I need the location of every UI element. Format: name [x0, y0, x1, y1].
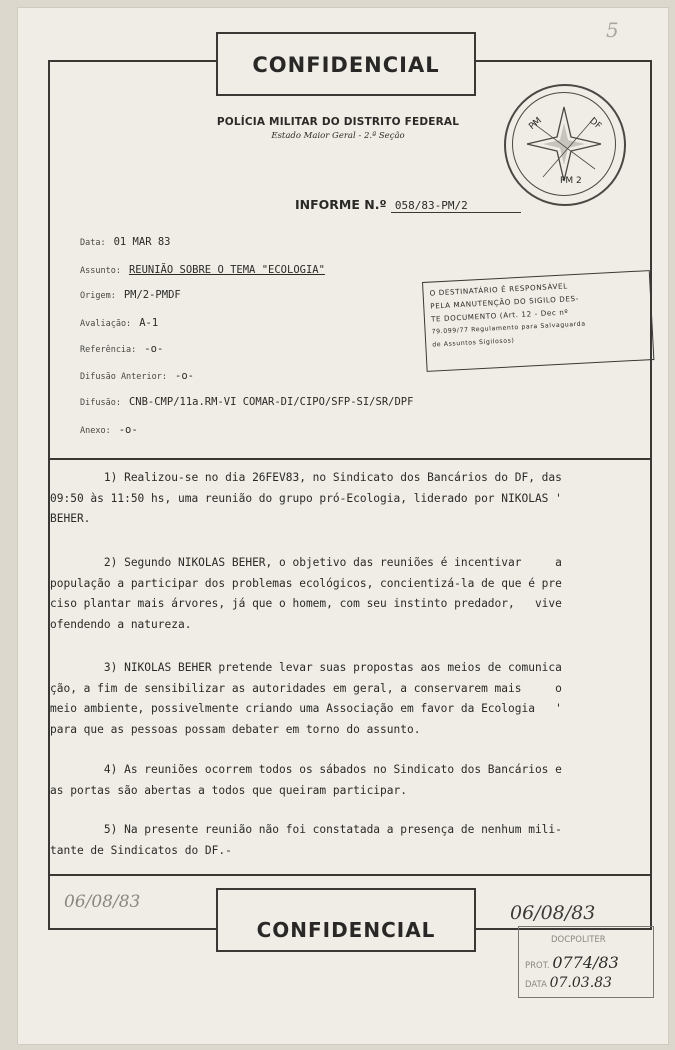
field-data — [80, 236, 171, 248]
organization-name: POLÍCIA MILITAR DO DISTRITO FEDERAL — [216, 116, 460, 128]
department-name: Estado Maior Geral - 2.ª Seção — [271, 131, 405, 141]
header-divider — [50, 458, 650, 460]
informe-label: INFORME N.º — [295, 197, 387, 212]
seal-left-text: PM — [527, 115, 544, 133]
paragraph-1: 1) Realizou-se no dia 26FEV83, no Sindicato dos Bancários do DF, das 09:50 às 11:50 hs, uma reunião do grupo pró-Ecologia, liderado por NIKOLAS ' BEHER. — [50, 471, 562, 525]
field-anexo — [80, 424, 138, 436]
protocol-data — [525, 975, 612, 991]
seal-code: PM 2 — [560, 176, 582, 186]
field-difusao-anterior-value: -o- — [175, 370, 194, 382]
secrecy-notice-stamp — [422, 270, 654, 372]
field-assunto — [80, 264, 325, 276]
secrecy-line: de Assuntos Sigilosos) — [432, 337, 515, 349]
field-difusao-anterior — [80, 370, 194, 382]
paragraph-2: 2) Segundo NIKOLAS BEHER, o objetivo das reuniões é incentivar a população a participar dos problemas ecológicos, concientizá-la de que é pre ciso plantar mais árvores, já que o homem, com seu instinto predador, vive ofendendo a natureza. — [50, 556, 562, 631]
protocol-stamp — [518, 926, 654, 998]
field-avaliacao-label: Avaliação: — [80, 319, 132, 329]
pm-seal-stamp — [504, 84, 626, 206]
field-assunto-value: REUNIÃO SOBRE O TEMA "ECOLOGIA" — [128, 264, 325, 276]
field-difusao-anterior-label: Difusão Anterior: — [80, 372, 167, 382]
protocol-data-value: 07.03.83 — [549, 975, 612, 991]
field-origem-label: Origem: — [80, 291, 116, 301]
protocol-prot-value: 0774/83 — [552, 953, 619, 972]
seal-right-text: DF — [587, 116, 603, 132]
handwritten-date-left: 06/08/83 — [64, 892, 141, 912]
field-assunto-label: Assunto: — [80, 266, 121, 276]
paragraph-4: 4) As reuniões ocorrem todos os sábados no Sindicato dos Bancários e as portas são abertas a todos que queiram participar. — [50, 763, 562, 797]
field-anexo-value: -o- — [118, 424, 138, 436]
field-data-label: Data: — [80, 238, 106, 248]
field-referencia — [80, 343, 163, 355]
informe-heading — [295, 197, 521, 213]
field-origem-value: PM/2-PMDF — [123, 289, 181, 301]
classification-top: CONFIDENCIAL — [216, 32, 476, 96]
field-difusao-label: Difusão: — [80, 398, 121, 408]
secrecy-line: PELA MANUTENÇÃO DO SIGILO DES- — [430, 293, 580, 311]
protocol-prot-label: PROT. — [525, 961, 550, 971]
field-data-value: 01 MAR 83 — [113, 236, 171, 248]
document-page — [18, 8, 668, 1044]
field-avaliacao-value: A-1 — [139, 317, 159, 329]
secrecy-line: 79.099/77 Regulamento para Salvaguarda — [431, 320, 586, 336]
paragraph-3: 3) NIKOLAS BEHER pretende levar suas propostas aos meios de comunica ção, a fim de sensibilizar as autoridades em geral, a conservarem mais o meio ambiente, possivelmente criando uma Associação em favor da Ecologia ' para que as pessoas possam debater em torno do assunto. — [50, 661, 562, 736]
field-anexo-label: Anexo: — [80, 426, 111, 436]
footer-divider — [50, 874, 650, 876]
paragraph-5: 5) Na presente reunião não foi constatada a presença de nenhum mili- tante de Sindicatos do DF.- — [50, 823, 562, 857]
field-origem — [80, 289, 181, 301]
handwritten-date-right: 06/08/83 — [510, 902, 596, 924]
field-referencia-value: -o- — [144, 343, 164, 355]
field-difusao-value: CNB-CMP/11a.RM-VI COMAR-DI/CIPO/SFP-SI/SR/DPF — [128, 396, 414, 408]
field-avaliacao — [80, 317, 158, 329]
field-difusao — [80, 396, 413, 408]
page-mark: 5 — [606, 18, 619, 42]
secrecy-line: O DESTINATÁRIO É RESPONSÁVEL — [429, 281, 568, 298]
protocol-prot — [525, 953, 619, 972]
informe-number: 058/83-PM/2 — [391, 199, 521, 213]
secrecy-line: TE DOCUMENTO (Art. 12 - Dec nº — [430, 307, 569, 324]
field-referencia-label: Referência: — [80, 345, 137, 355]
protocol-data-label: DATA — [525, 980, 547, 990]
protocol-title: DOCPOLITER — [551, 935, 606, 945]
classification-bottom: CONFIDENCIAL — [216, 888, 476, 952]
